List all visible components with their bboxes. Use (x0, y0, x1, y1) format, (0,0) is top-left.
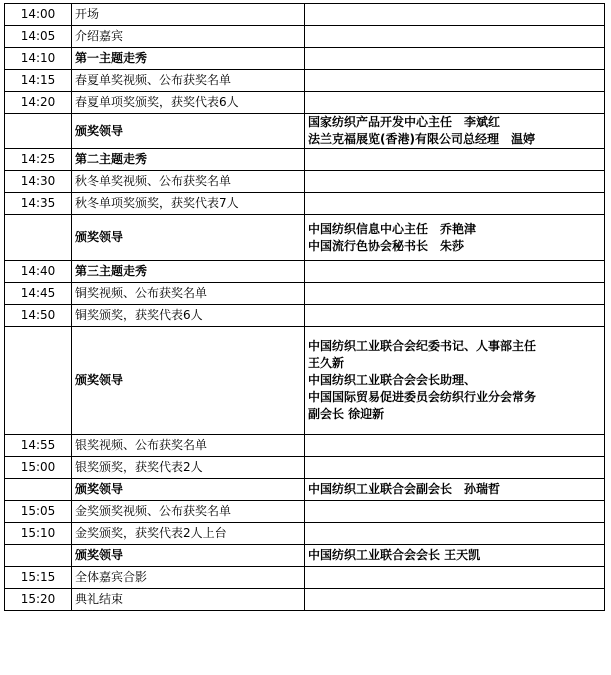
agenda-time: 14:00 (5, 4, 72, 26)
agenda-row (5, 305, 605, 327)
agenda-notes (305, 283, 605, 305)
agenda-notes (305, 305, 605, 327)
agenda-notes (305, 479, 605, 501)
agenda-row (5, 193, 605, 215)
presenter-line: 中国纺织工业联合会纪委书记、人事部主任 (308, 339, 537, 353)
agenda-time: 15:20 (5, 589, 72, 611)
presenter-line: 副会长 徐迎新 (308, 407, 385, 421)
presenter-line: 法兰克福展览(香港)有限公司总经理 温婷 (308, 132, 535, 146)
presenter-line: 中国流行色协会秘书长 朱莎 (308, 238, 465, 253)
agenda-notes (305, 114, 605, 149)
agenda-notes (305, 589, 605, 611)
agenda-notes (305, 193, 605, 215)
agenda-time (5, 479, 72, 501)
agenda-row (5, 567, 605, 589)
agenda-time: 15:10 (5, 523, 72, 545)
agenda-item: 典礼结束 (72, 589, 305, 611)
agenda-row (5, 114, 605, 149)
agenda-time: 14:10 (5, 48, 72, 70)
agenda-item: 第一主题走秀 (72, 48, 305, 70)
agenda-row (5, 4, 605, 26)
presenter-line: 中国纺织工业联合会副会长 孙瑞哲 (308, 482, 501, 496)
agenda-item: 春夏单奖视频、公布获奖名单 (72, 70, 305, 92)
agenda-item: 第三主题走秀 (72, 261, 305, 283)
agenda-row (5, 92, 605, 114)
agenda-item: 介绍嘉宾 (72, 26, 305, 48)
agenda-item: 银奖视频、公布获奖名单 (72, 435, 305, 457)
agenda-item: 秋冬单项奖颁奖，获奖代表7人 (72, 193, 305, 215)
agenda-time: 15:05 (5, 501, 72, 523)
agenda-item: 金奖颁奖视频、公布获奖名单 (72, 501, 305, 523)
agenda-notes (305, 215, 605, 261)
presenter-line: 中国纺织信息中心主任 乔艳津 (308, 221, 477, 236)
agenda-time: 15:15 (5, 567, 72, 589)
agenda-row (5, 501, 605, 523)
agenda-notes (305, 4, 605, 26)
agenda-notes (305, 523, 605, 545)
agenda-row (5, 435, 605, 457)
agenda-time (5, 215, 72, 261)
agenda-notes (305, 567, 605, 589)
agenda-time (5, 545, 72, 567)
agenda-notes (305, 26, 605, 48)
agenda-time: 14:15 (5, 70, 72, 92)
presenter-line: 王久新 (308, 356, 345, 370)
agenda-item: 春夏单项奖颁奖，获奖代表6人 (72, 92, 305, 114)
agenda-row (5, 215, 605, 261)
agenda-row (5, 261, 605, 283)
agenda-item: 颁奖领导 (72, 327, 305, 435)
agenda-time: 14:30 (5, 171, 72, 193)
agenda-notes (305, 48, 605, 70)
agenda-time: 14:55 (5, 435, 72, 457)
agenda-table (4, 3, 605, 611)
agenda-item: 开场 (72, 4, 305, 26)
agenda-item: 铜奖视频、公布获奖名单 (72, 283, 305, 305)
agenda-row (5, 457, 605, 479)
agenda-time: 14:05 (5, 26, 72, 48)
agenda-time (5, 327, 72, 435)
agenda-time: 15:00 (5, 457, 72, 479)
presenter-line: 国家纺织产品开发中心主任 李斌红 (308, 115, 501, 129)
agenda-row (5, 283, 605, 305)
agenda-item: 全体嘉宾合影 (72, 567, 305, 589)
agenda-body (5, 4, 605, 611)
agenda-item: 铜奖颁奖，获奖代表6人 (72, 305, 305, 327)
agenda-item: 金奖颁奖，获奖代表2人上台 (72, 523, 305, 545)
agenda-row (5, 589, 605, 611)
agenda-time: 14:40 (5, 261, 72, 283)
agenda-notes (305, 545, 605, 567)
agenda-item: 第二主题走秀 (72, 149, 305, 171)
agenda-notes (305, 261, 605, 283)
agenda-row (5, 149, 605, 171)
agenda-item: 颁奖领导 (72, 215, 305, 261)
agenda-notes (305, 501, 605, 523)
agenda-row (5, 523, 605, 545)
agenda-row (5, 48, 605, 70)
agenda-item: 秋冬单奖视频、公布获奖名单 (72, 171, 305, 193)
agenda-time: 14:20 (5, 92, 72, 114)
agenda-notes (305, 171, 605, 193)
presenter-line: 中国纺织工业联合会会长助理、 (308, 373, 477, 387)
agenda-notes (305, 70, 605, 92)
agenda-row (5, 327, 605, 435)
agenda-row (5, 545, 605, 567)
agenda-notes (305, 327, 605, 435)
agenda-item: 颁奖领导 (72, 479, 305, 501)
agenda-time: 14:45 (5, 283, 72, 305)
agenda-row (5, 479, 605, 501)
presenter-line: 中国纺织工业联合会会长 王天凯 (308, 548, 481, 562)
agenda-time (5, 114, 72, 149)
agenda-notes (305, 435, 605, 457)
agenda-row (5, 70, 605, 92)
agenda-time: 14:25 (5, 149, 72, 171)
agenda-time: 14:50 (5, 305, 72, 327)
agenda-item: 颁奖领导 (72, 545, 305, 567)
agenda-item: 银奖颁奖，获奖代表2人 (72, 457, 305, 479)
agenda-item: 颁奖领导 (72, 114, 305, 149)
agenda-notes (305, 149, 605, 171)
agenda-notes (305, 457, 605, 479)
agenda-time: 14:35 (5, 193, 72, 215)
presenter-line: 中国国际贸易促进委员会纺织行业分会常务 (308, 390, 537, 404)
agenda-row (5, 26, 605, 48)
agenda-row (5, 171, 605, 193)
agenda-notes (305, 92, 605, 114)
